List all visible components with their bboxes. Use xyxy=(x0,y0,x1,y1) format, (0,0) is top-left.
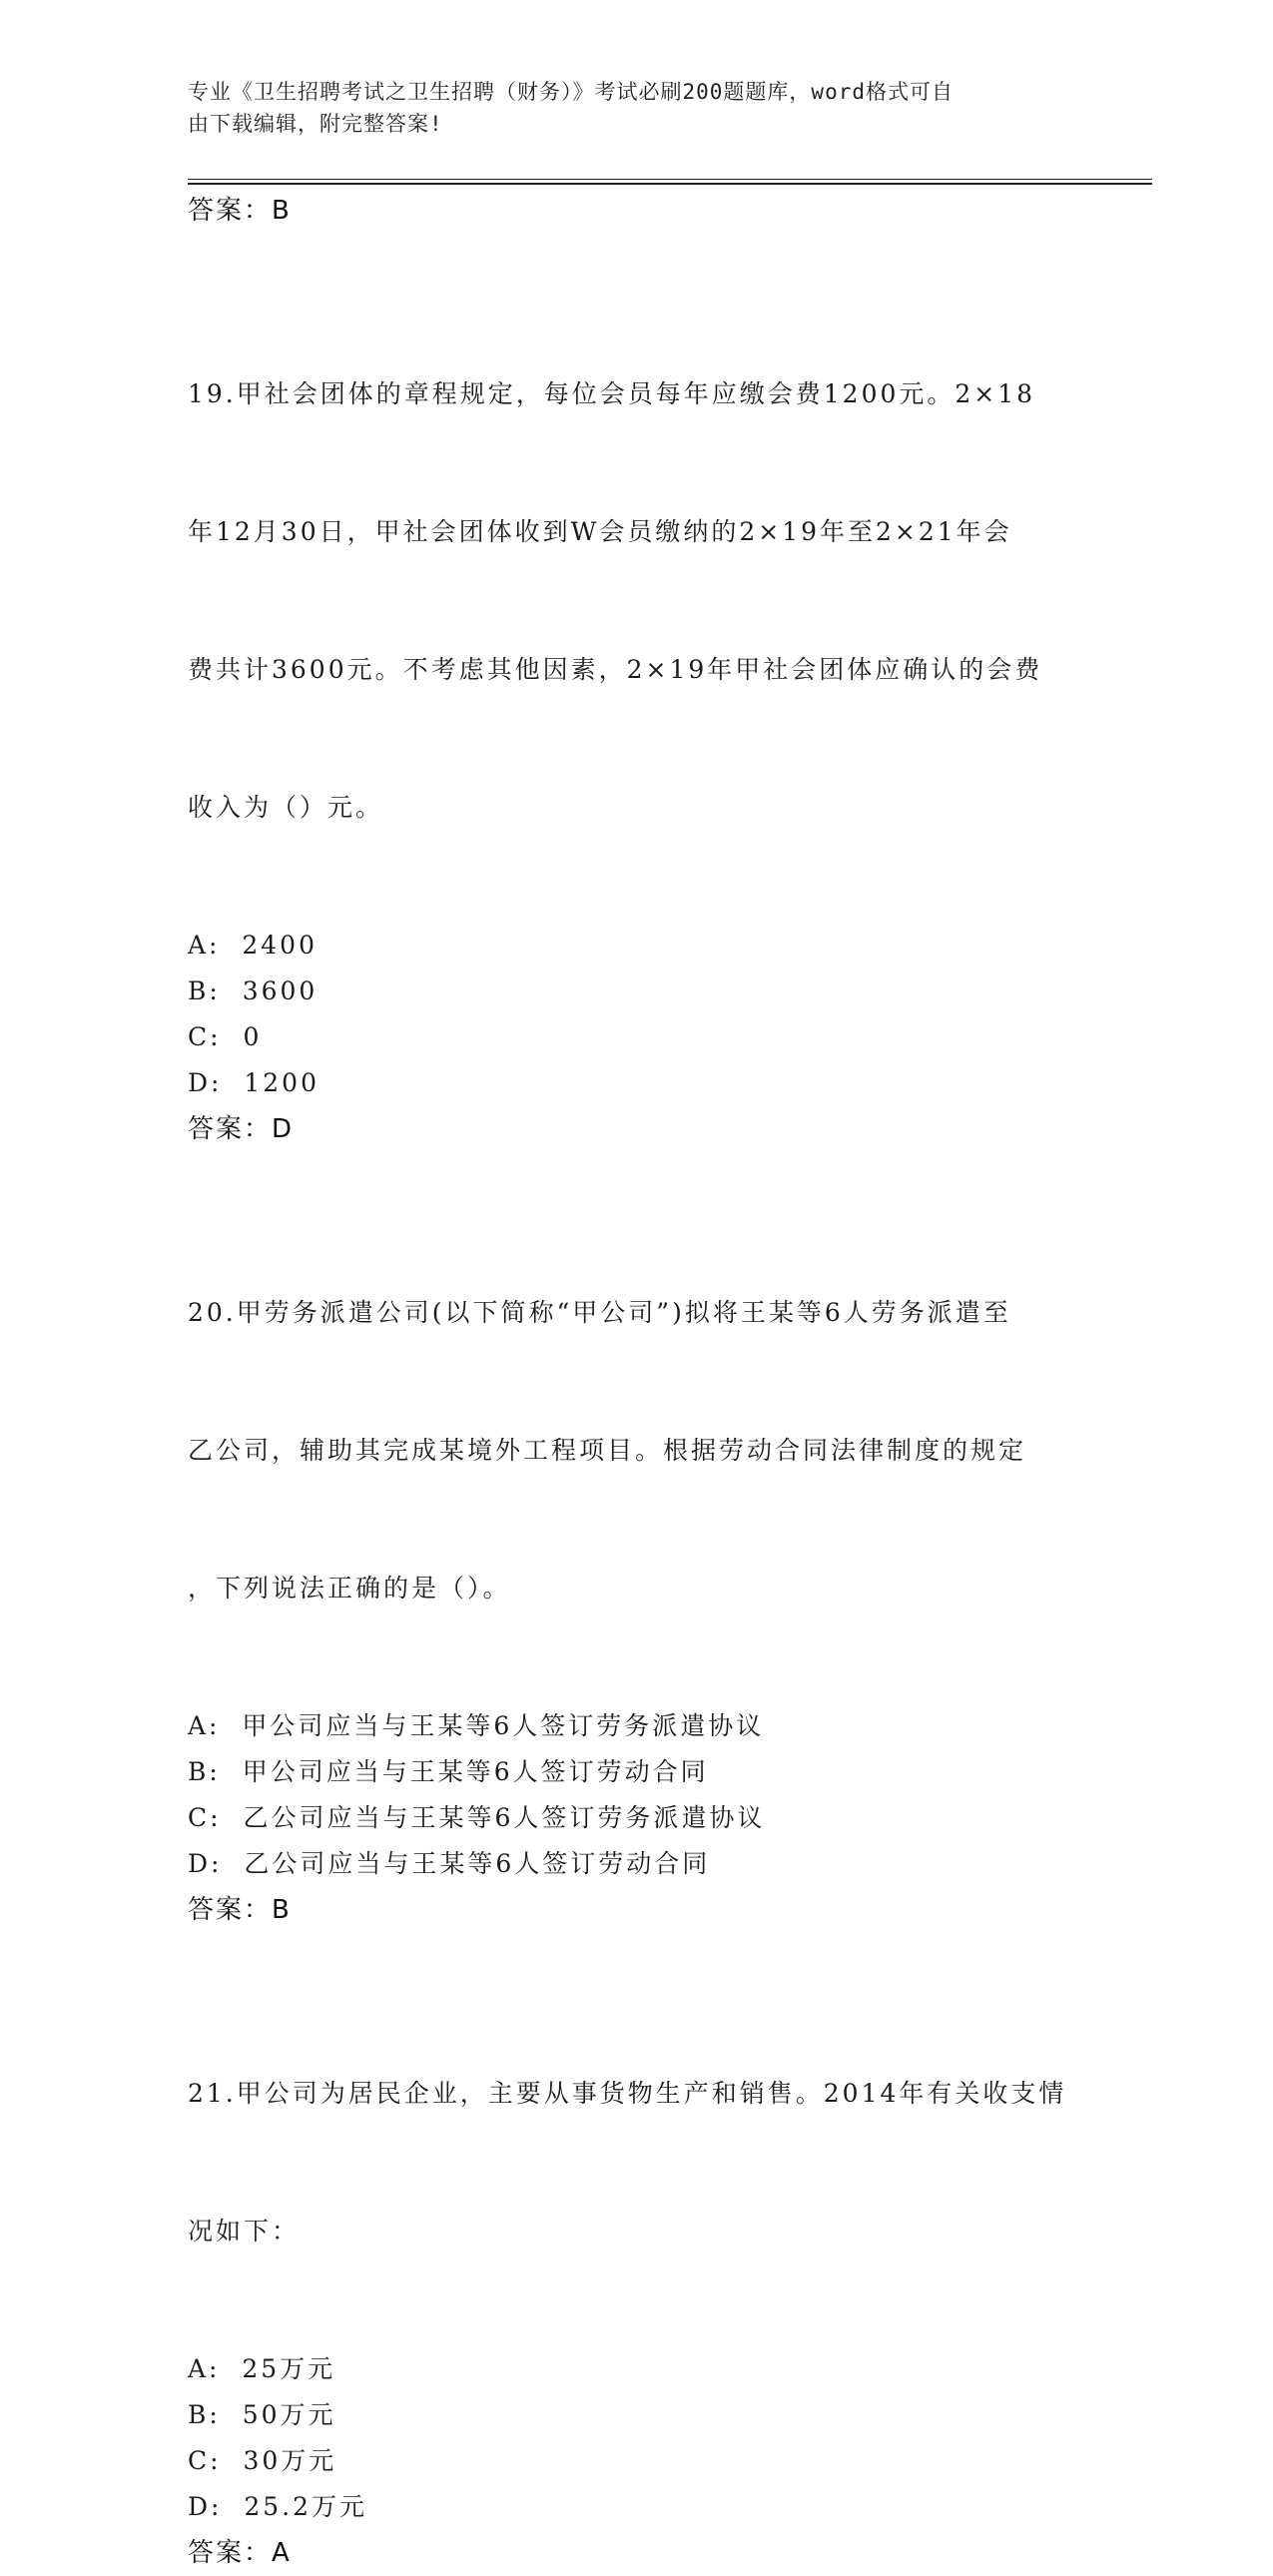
header-divider-thick xyxy=(188,183,1152,185)
question-text xyxy=(188,1979,1086,2346)
question-text xyxy=(188,1198,1086,1703)
question-block xyxy=(188,280,1086,1152)
answer-label: 答案：D xyxy=(188,1114,295,1144)
option-b: B: 50万元 xyxy=(188,2400,336,2429)
answer-label: 答案：B xyxy=(188,1895,292,1925)
document-body xyxy=(188,188,1086,2576)
answer-label: 答案：A xyxy=(188,2538,292,2568)
question-line: 19.甲社会团体的章程规定，每位会员每年应缴会费1200元。2×18 xyxy=(188,379,1036,408)
question-line: 费共计3600元。不考虑其他因素，2×19年甲社会团体应确认的会费 xyxy=(188,655,1043,684)
option-d: D: 25.2万元 xyxy=(188,2492,368,2521)
option-b: B: 甲公司应当与王某等6人签订劳动合同 xyxy=(188,1757,709,1786)
option-a: A: 25万元 xyxy=(188,2354,336,2383)
question-block xyxy=(188,1979,1086,2576)
header-divider-thin xyxy=(188,179,1152,180)
option-d: D: 乙公司应当与王某等6人签订劳动合同 xyxy=(188,1849,711,1878)
question-line: 收入为（）元。 xyxy=(188,793,384,822)
question-block xyxy=(188,1198,1086,1933)
option-a: A: 2400 xyxy=(188,931,318,960)
question-line: 况如下： xyxy=(188,2217,301,2246)
option-d: D: 1200 xyxy=(188,1068,319,1097)
question-line: 21.甲公司为居民企业，主要从事货物生产和销售。2014年有关收支情 xyxy=(188,2079,1067,2108)
header-line-1: 专业《卫生招聘考试之卫生招聘（财务）》考试必刷200题题库，word格式可自 xyxy=(188,80,954,104)
option-c: C: 30万元 xyxy=(188,2446,337,2475)
option-b: B: 3600 xyxy=(188,976,318,1005)
option-c: C: 0 xyxy=(188,1022,263,1051)
question-line: 年12月30日，甲社会团体收到W会员缴纳的2×19年至2×21年会 xyxy=(188,517,1012,546)
option-c: C: 乙公司应当与王某等6人签订劳务派遣协议 xyxy=(188,1803,766,1832)
spacer xyxy=(188,1152,1086,1198)
question-line: 乙公司，辅助其完成某境外工程项目。根据劳动合同法律制度的规定 xyxy=(188,1436,1027,1465)
document-header xyxy=(188,76,1066,140)
previous-answer: 答案：B xyxy=(188,196,292,226)
question-text xyxy=(188,280,1086,923)
question-line: 20.甲劳务派遣公司(以下简称“甲公司”)拟将王某等6人劳务派遣至 xyxy=(188,1298,1011,1327)
header-line-2: 由下载编辑，附完整答案! xyxy=(188,112,443,136)
spacer xyxy=(188,1933,1086,1979)
option-a: A: 甲公司应当与王某等6人签订劳务派遣协议 xyxy=(188,1711,765,1740)
question-line: ，下列说法正确的是（）。 xyxy=(188,1574,511,1603)
spacer xyxy=(188,234,1086,280)
